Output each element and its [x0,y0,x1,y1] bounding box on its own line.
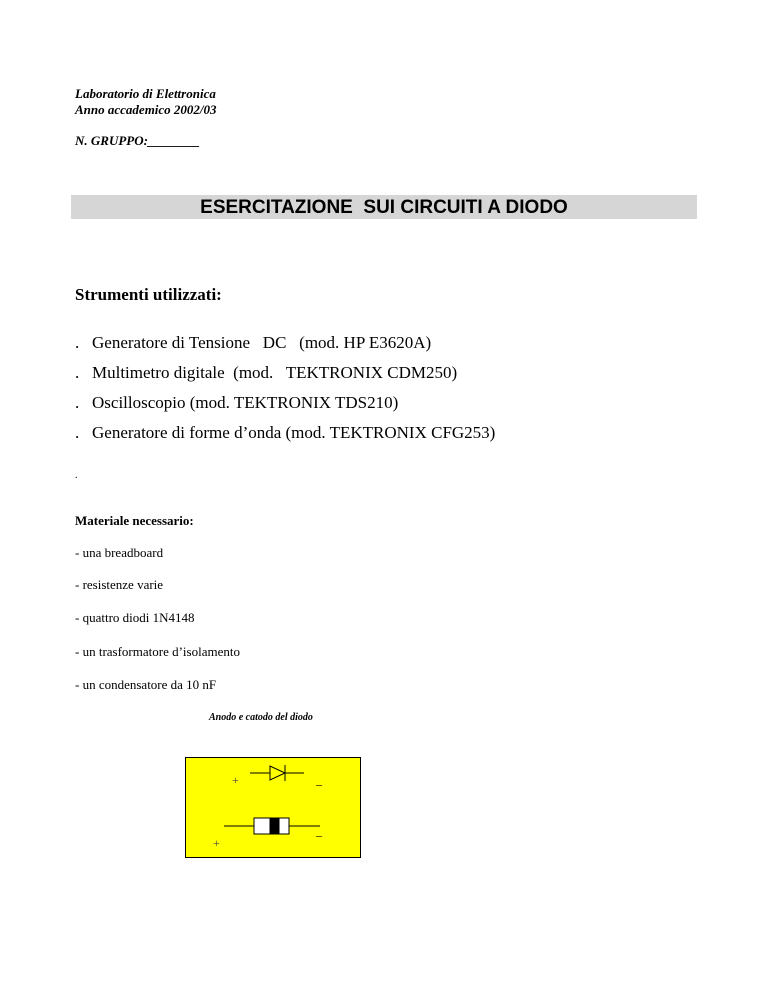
diode-figure [185,757,361,858]
material-item: - quattro diodi 1N4148 [75,610,195,625]
diode-package-icon [224,818,320,834]
material-item: - una breadboard [75,545,164,560]
instrument-item: . Oscilloscopio (mod. TEKTRONIX TDS210) [75,393,399,412]
materials-heading: Materiale necessario: [75,513,194,528]
anode-plus-bottom: + [213,836,220,850]
diode-illustration [186,758,360,857]
instrument-item: . Generatore di forme d’onda (mod. TEKTRONIX CFG253) [75,423,496,442]
academic-year: Anno accademico 2002/03 [75,102,217,117]
page-title: ESERCITAZIONE SUI CIRCUITI A DIODO [71,195,697,219]
group-number: N. GRUPPO:________ [75,133,200,148]
material-item: - resistenze varie [75,577,164,592]
cathode-minus-top: _ [316,773,322,787]
diode-symbol-icon [250,765,304,781]
material-item: - un condensatore da 10 nF [75,677,217,692]
stray-dot: . [75,470,78,481]
figure-caption: Anodo e catodo del diodo [209,712,313,723]
instrument-item: . Generatore di Tensione DC (mod. HP E3620A) [75,333,432,352]
cathode-minus-bottom: _ [316,824,322,838]
instruments-heading: Strumenti utilizzati: [75,285,222,304]
instrument-item: . Multimetro digitale (mod. TEKTRONIX CDM250) [75,363,458,382]
anode-plus-top: + [232,773,239,787]
lab-name: Laboratorio di Elettronica [75,86,216,101]
material-item: - un trasformatore d’isolamento [75,644,240,659]
